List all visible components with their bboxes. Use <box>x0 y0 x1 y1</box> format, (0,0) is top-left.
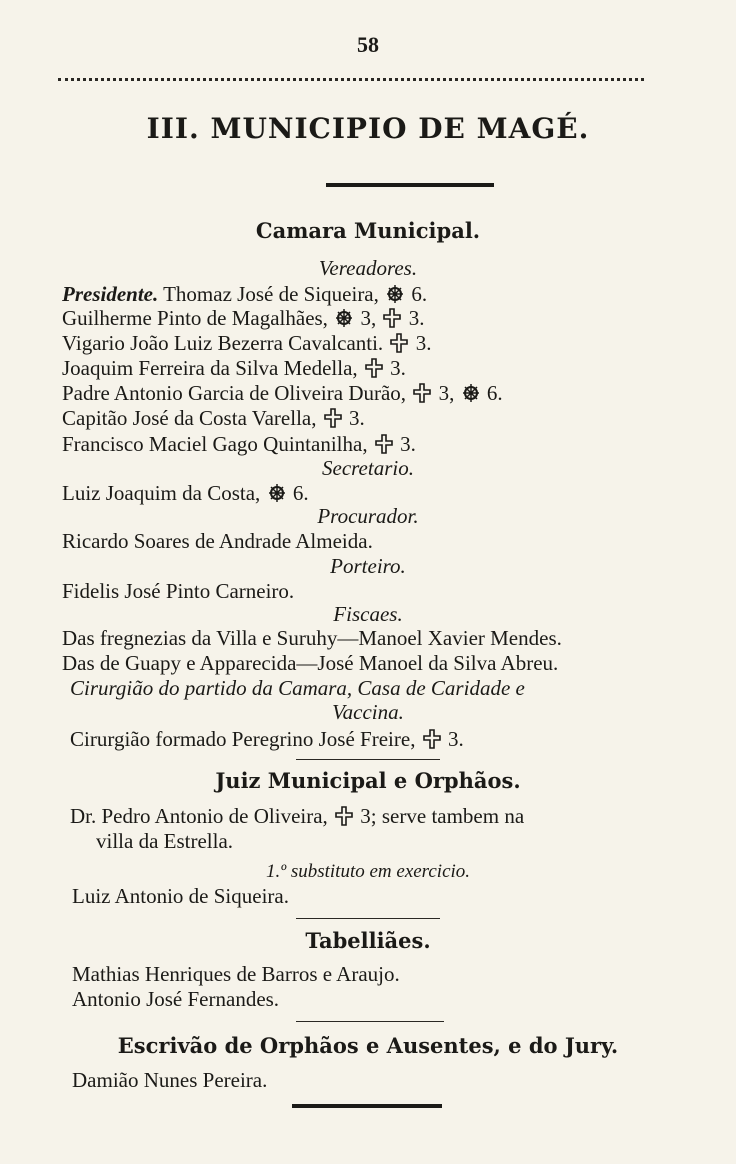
entry-number: 3. <box>415 331 432 355</box>
entry-text: Luiz Joaquim da Costa, <box>62 481 261 505</box>
section-divider <box>326 183 494 187</box>
order-cross-icon <box>365 358 383 378</box>
order-rose-icon <box>335 308 353 328</box>
presidente-number: 6. <box>411 282 428 306</box>
entry-number: 3. <box>348 406 365 430</box>
section-divider <box>296 759 440 760</box>
entry-number: 3, <box>438 381 455 405</box>
entry-vereador-1 <box>62 306 424 331</box>
order-cross-icon <box>390 333 408 353</box>
section-heading-tabelliaes: Tabelliães. <box>305 928 431 953</box>
role-label-procurador: Procurador. <box>317 504 419 528</box>
order-cross-icon <box>375 434 393 454</box>
entry-text: Padre Antonio Garcia de Oliveira Durão, <box>62 381 407 405</box>
entry-cirurgiao-formado <box>70 727 464 752</box>
order-cross-icon <box>423 729 441 749</box>
section-divider <box>296 1021 444 1022</box>
entry-number: 3, <box>360 306 377 330</box>
entry-number: 3. <box>390 356 406 380</box>
presidente-text: Thomaz José de Siqueira, <box>163 282 379 306</box>
entry-vereador-4 <box>62 381 503 406</box>
section-divider <box>292 1104 442 1108</box>
entry-cirurgiao-partido-cont: Vaccina. <box>332 700 404 724</box>
entry-vereador-5 <box>62 406 365 431</box>
entry-text: Capitão José da Costa Varella, <box>62 406 317 430</box>
entry-text: Cirurgião formado Peregrino José Freire, <box>70 727 416 751</box>
entry-text: Guilherme Pinto de Magalhães, <box>62 306 328 330</box>
entry-juiz-cont: villa da Estrella. <box>96 829 234 853</box>
role-label-porteiro: Porteiro. <box>330 554 406 578</box>
entry-text: 3; serve tambem na <box>360 804 525 828</box>
entry-vereador-6 <box>62 432 416 457</box>
entry-cirurgiao-partido: Cirurgião do partido da Camara, Casa de Caridade e <box>70 676 525 700</box>
entry-number: 3. <box>447 727 464 751</box>
order-cross-icon <box>324 408 342 428</box>
entry-number: 6. <box>292 481 309 505</box>
header-rule <box>58 78 644 81</box>
entry-number: 6. <box>486 381 503 405</box>
section-heading-escrivao: Escrivão de Orphãos e Ausentes, e do Jury. <box>117 1033 619 1058</box>
role-label-fiscaes: Fiscaes. <box>333 602 403 626</box>
entry-secretario <box>62 481 309 506</box>
entry-tabelliao-2: Antonio José Fernandes. <box>72 987 280 1011</box>
entry-vereador-3 <box>62 356 406 381</box>
entry-text: Dr. Pedro Antonio de Oliveira, <box>70 804 328 828</box>
section-heading-juiz: Juiz Municipal e Orphãos. <box>215 768 521 793</box>
role-label-vereadores: Vereadores. <box>318 256 418 280</box>
entry-escrivao: Damião Nunes Pereira. <box>72 1068 268 1092</box>
entry-number: 3. <box>400 432 416 456</box>
entry-porteiro: Fidelis José Pinto Carneiro. <box>62 579 295 603</box>
order-cross-icon <box>413 383 431 403</box>
page-number: 58 <box>357 32 379 57</box>
order-cross-icon <box>383 308 401 328</box>
entry-fiscal-1: Das fregnezias da Villa e Suruhy—Manoel Xavier Mendes. <box>62 626 562 650</box>
entry-presidente <box>62 282 427 307</box>
entry-procurador: Ricardo Soares de Andrade Almeida. <box>62 529 373 553</box>
order-rose-icon <box>386 284 404 304</box>
entry-tabelliao-1: Mathias Henriques de Barros e Araujo. <box>72 962 400 986</box>
order-rose-icon <box>268 483 286 503</box>
role-label-substituto: 1.º substituto em exercicio. <box>265 861 471 882</box>
presidente-label: Presidente. <box>62 282 159 306</box>
entry-text: Francisco Maciel Gago Quintanilha, <box>62 432 368 456</box>
entry-juiz <box>70 804 524 829</box>
section-divider <box>296 918 440 919</box>
entry-substituto: Luiz Antonio de Siqueira. <box>72 884 289 908</box>
page-title: III. MUNICIPIO DE MAGÉ. <box>146 112 590 145</box>
entry-text: Joaquim Ferreira da Silva Medella, <box>62 356 358 380</box>
entry-text: Vigario João Luiz Bezerra Cavalcanti. <box>62 331 384 355</box>
order-rose-icon <box>462 383 480 403</box>
entry-vereador-2 <box>62 331 431 356</box>
entry-number: 3. <box>408 306 425 330</box>
section-heading-camara: Camara Municipal. <box>255 218 481 243</box>
role-label-secretario: Secretario. <box>322 456 414 480</box>
entry-fiscal-2: Das de Guapy e Apparecida—José Manoel da Silva Abreu. <box>62 651 559 675</box>
order-cross-icon <box>335 806 353 826</box>
